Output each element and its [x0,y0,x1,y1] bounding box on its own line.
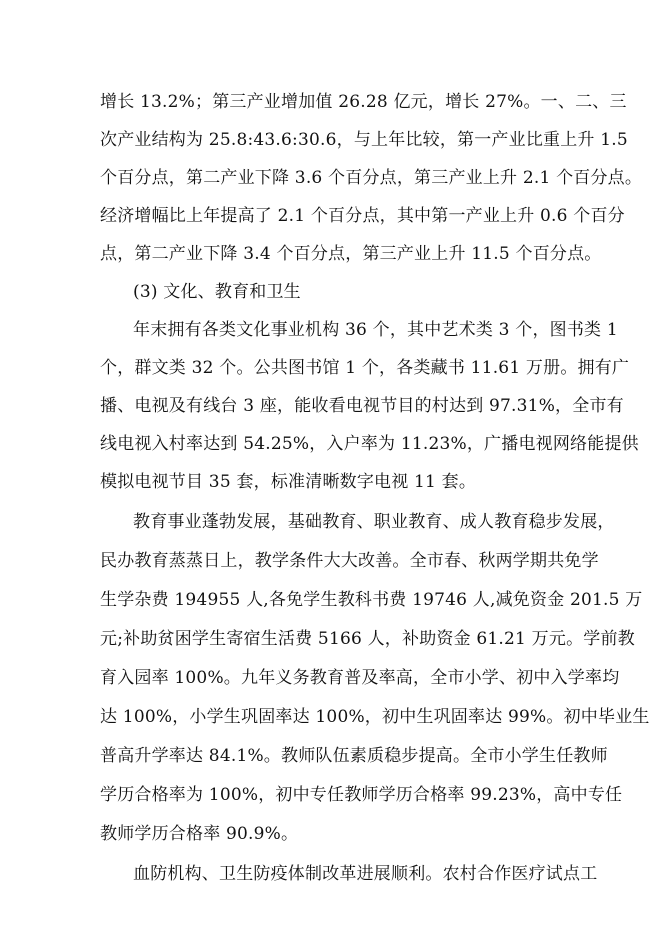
text-line: 普高升学率达 84.1%。教师队伍素质稳步提高。全市小学生任教师 [100,746,608,766]
text-line: 元;补助贫困学生寄宿生活费 5166 人，补助资金 61.21 万元。学前教 [100,629,635,649]
text-line: 民办教育蒸蒸日上，教学条件大大改善。全市春、秋两学期共免学 [100,551,599,571]
text-line: 血防机构、卫生防疫体制改革进展顺利。农村合作医疗试点工 [133,864,598,884]
text-line: 次产业结构为 25.8:43.6:30.6，与上年比较，第一产业比重上升 1.5 [100,130,628,150]
text-line: 教育事业蓬勃发展，基础教育、职业教育、成人教育稳步发展， [133,512,615,532]
text-line: 育入园率 100%。九年义务教育普及率高，全市小学、初中入学率均 [100,668,620,688]
text-line: 个百分点，第二产业下降 3.6 个百分点，第三产业上升 2.1 个百分点。 [100,168,643,188]
text-line: 模拟电视节目 35 套，标准清晰数字电视 11 套。 [100,472,477,492]
text-line: 年末拥有各类文化事业机构 36 个，其中艺术类 3 个，图书类 1 [133,320,618,340]
text-line: 教师学历合格率 90.9%。 [100,824,299,844]
section-heading: (3) 文化、教育和卫生 [133,282,301,302]
text-line: 线电视入村率达到 54.25%，入户率为 11.23%，广播电视网络能提供 [100,434,639,454]
text-line: 个，群文类 32 个。公共图书馆 1 个，各类藏书 11.61 万册。拥有广 [100,358,630,378]
text-line: 达 100%，小学生巩固率达 100%，初中生巩固率达 99%。初中毕业生 [100,707,650,727]
text-line: 播、电视及有线台 3 座，能收看电视节目的村达到 97.31%，全市有 [100,396,624,416]
text-line: 学历合格率为 100%，初中专任教师学历合格率 99.23%，高中专任 [100,785,623,805]
text-line: 点，第二产业下降 3.4 个百分点，第三产业上升 11.5 个百分点。 [100,244,602,264]
text-line: 经济增幅比上年提高了 2.1 个百分点，其中第一产业上升 0.6 个百分 [100,206,625,226]
text-line: 增长 13.2%；第三产业增加值 26.28 亿元，增长 27%。一、二、三 [100,92,627,112]
text-line: 生学杂费 194955 人,各免学生教科书费 19746 人,减免资金 201.5 万 [100,590,643,610]
